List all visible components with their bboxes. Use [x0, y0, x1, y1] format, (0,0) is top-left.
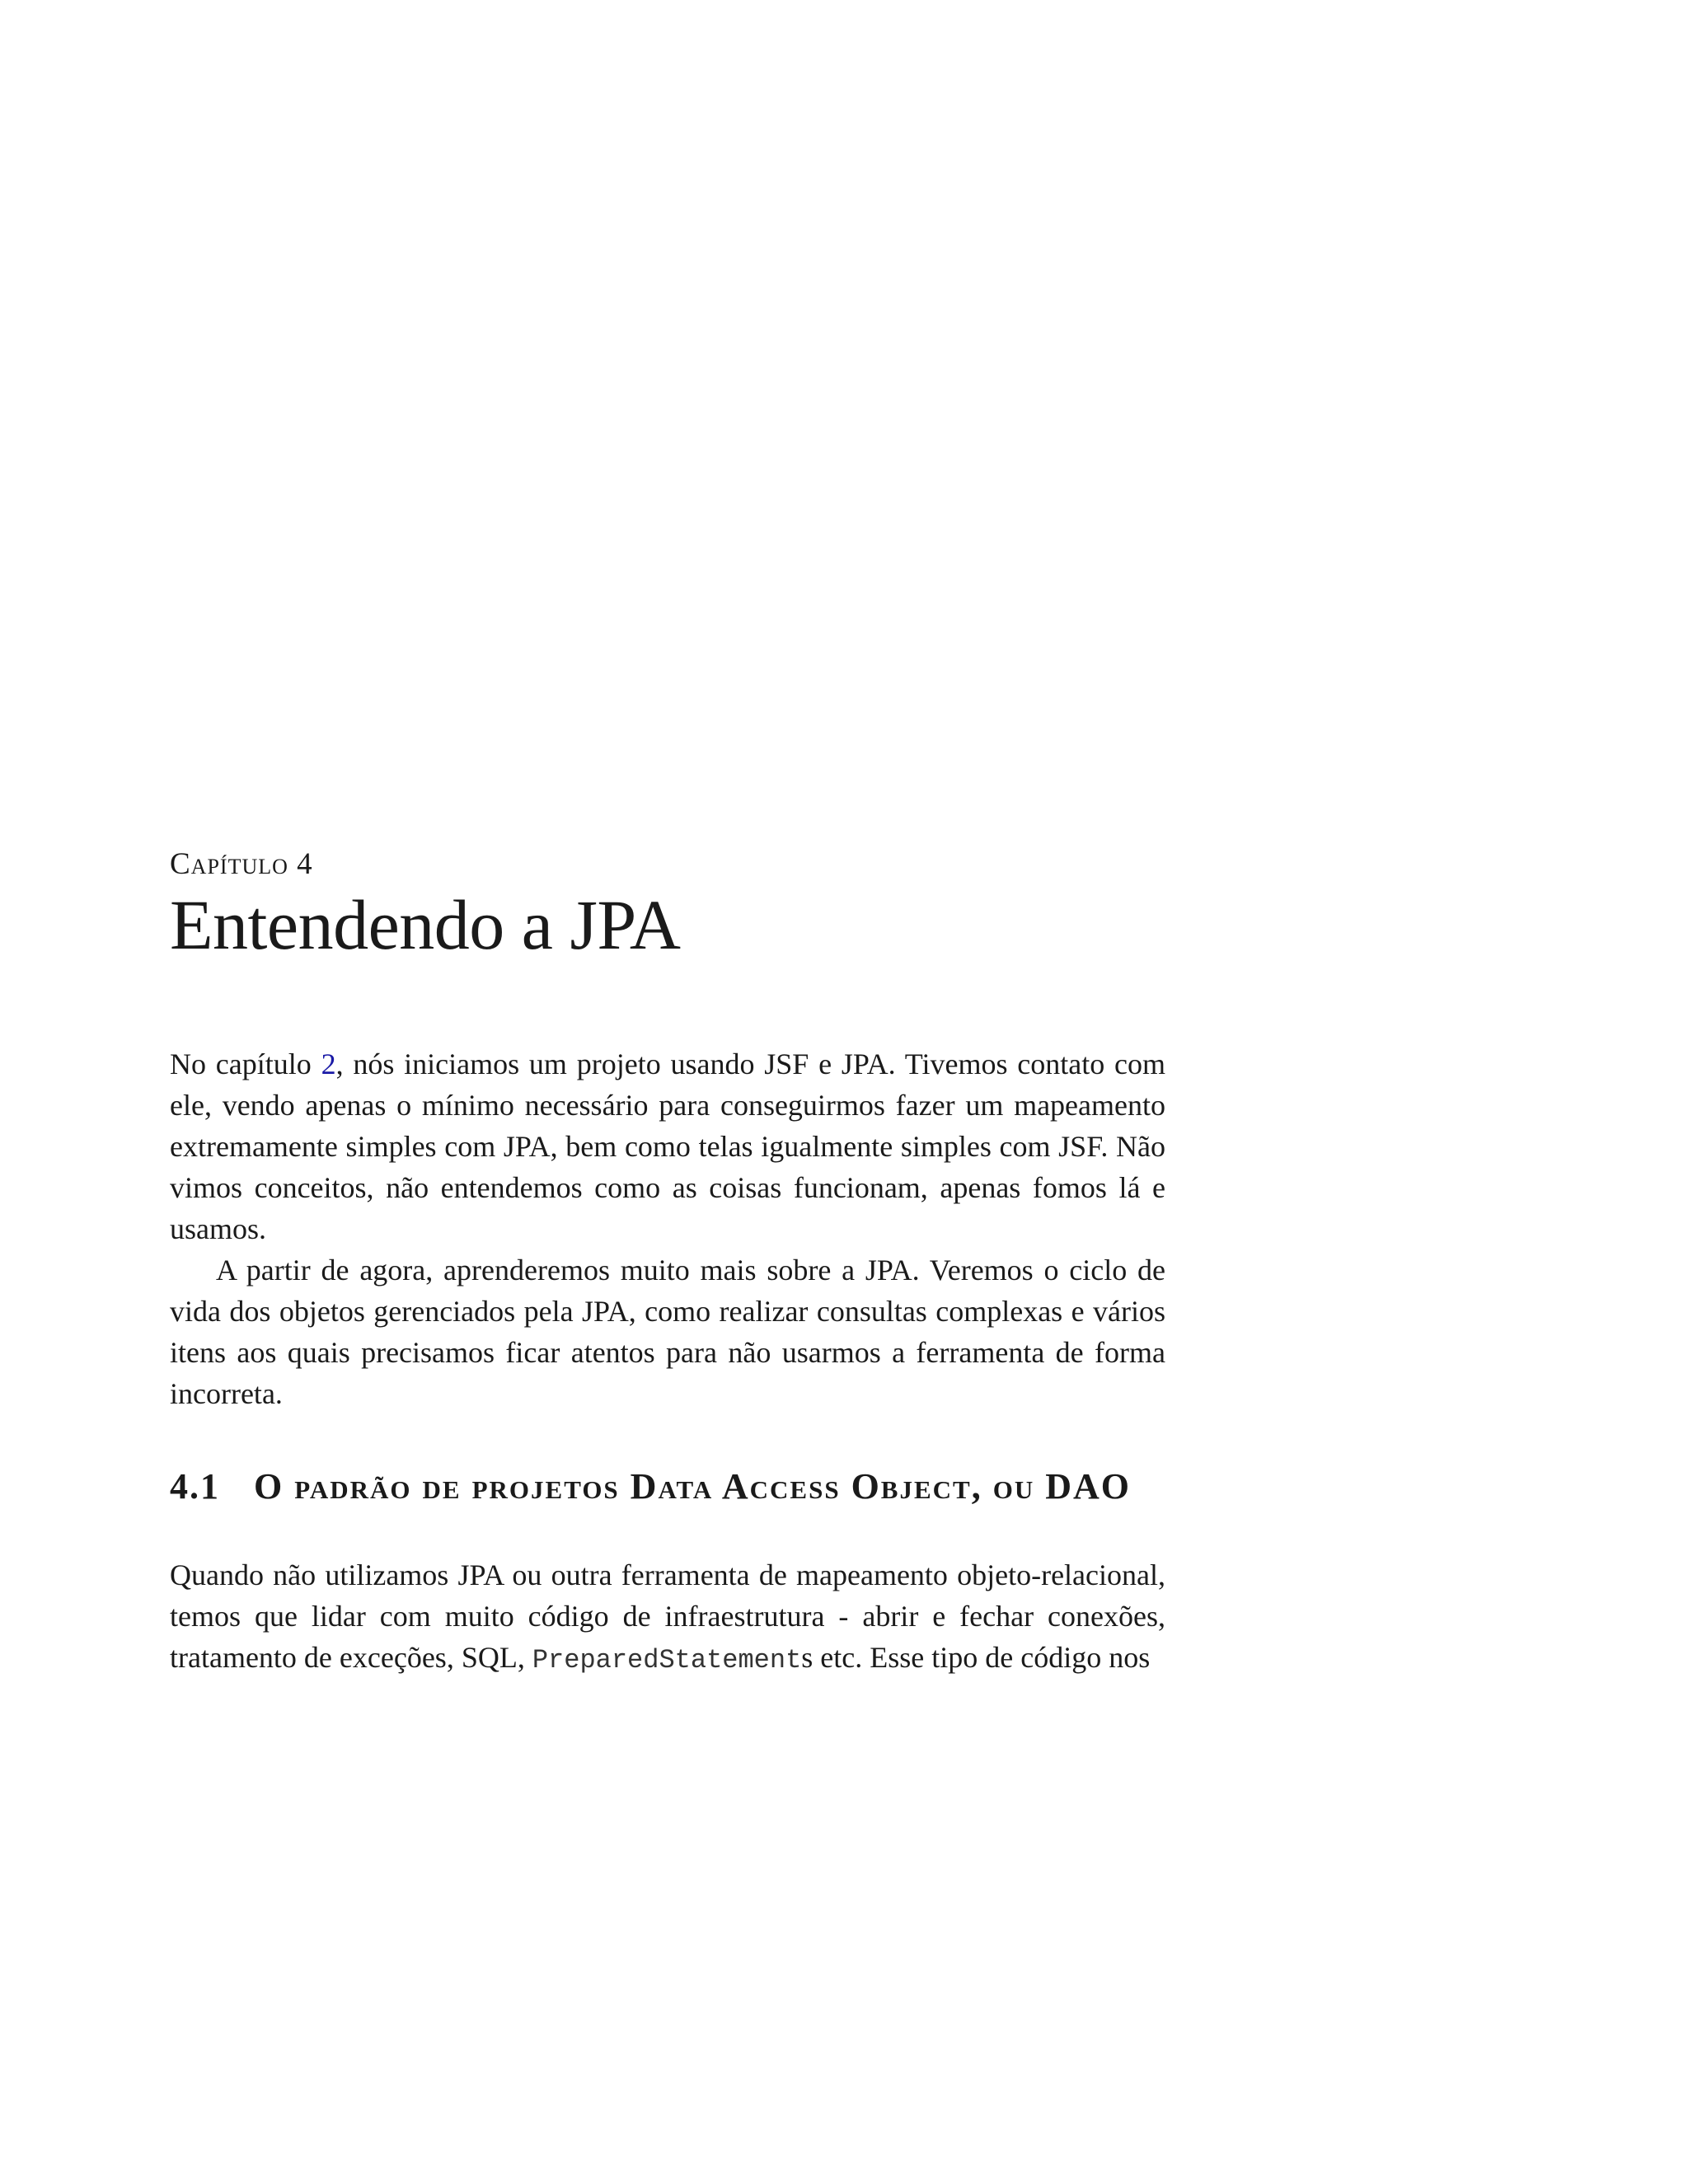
section-paragraph-1	[170, 1554, 1165, 1681]
section-heading	[170, 1460, 1165, 1513]
section-paragraph-1-end: s etc. Esse tipo de código nos	[801, 1641, 1151, 1674]
chapter-label: Capítulo 4	[170, 847, 313, 881]
chapter-title: Entendendo a JPA	[170, 885, 681, 964]
code-prepared-statement: PreparedStatement	[532, 1645, 802, 1675]
chapter-reference-link[interactable]: 2	[321, 1047, 336, 1080]
section-title: O padrão de projetos Data Access Object, ou DAO	[254, 1465, 1131, 1507]
intro-text	[170, 1043, 1165, 1414]
section-number: 4.1	[170, 1465, 220, 1507]
intro-paragraph-1-start: No capítulo	[170, 1047, 321, 1080]
intro-paragraph-2: A partir de agora, aprenderemos muito mais sobre a JPA. Veremos o ciclo de vida dos objetos gerenciados pela JPA, como realizar consultas complexas e vários itens aos quais precisamos ficar atentos para não usarmos a ferramenta de forma incorreta.	[170, 1254, 1165, 1410]
intro-paragraph-1	[170, 1043, 1165, 1249]
section-text	[170, 1554, 1165, 1681]
chapter-header	[170, 849, 1159, 1008]
intro-paragraph-1-end: , nós iniciamos um projeto usando JSF e JPA. Tivemos contato com ele, vendo apenas o mínimo necessário para conseguirmos fazer um mapeamento extremamente simples com JPA, bem como telas igualmente simples com JSF. Não vimos conceitos, não entendemos como as coisas funcionam, apenas fomos lá e usamos.	[170, 1047, 1165, 1245]
section-paragraph-1-start: Quando não utilizamos JPA ou outra ferramenta de mapeamento objeto-relacional, temos que lidar com muito código de infraestrutura - abrir e fechar conexões, tratamento de exceções, SQL,	[170, 1558, 1165, 1674]
